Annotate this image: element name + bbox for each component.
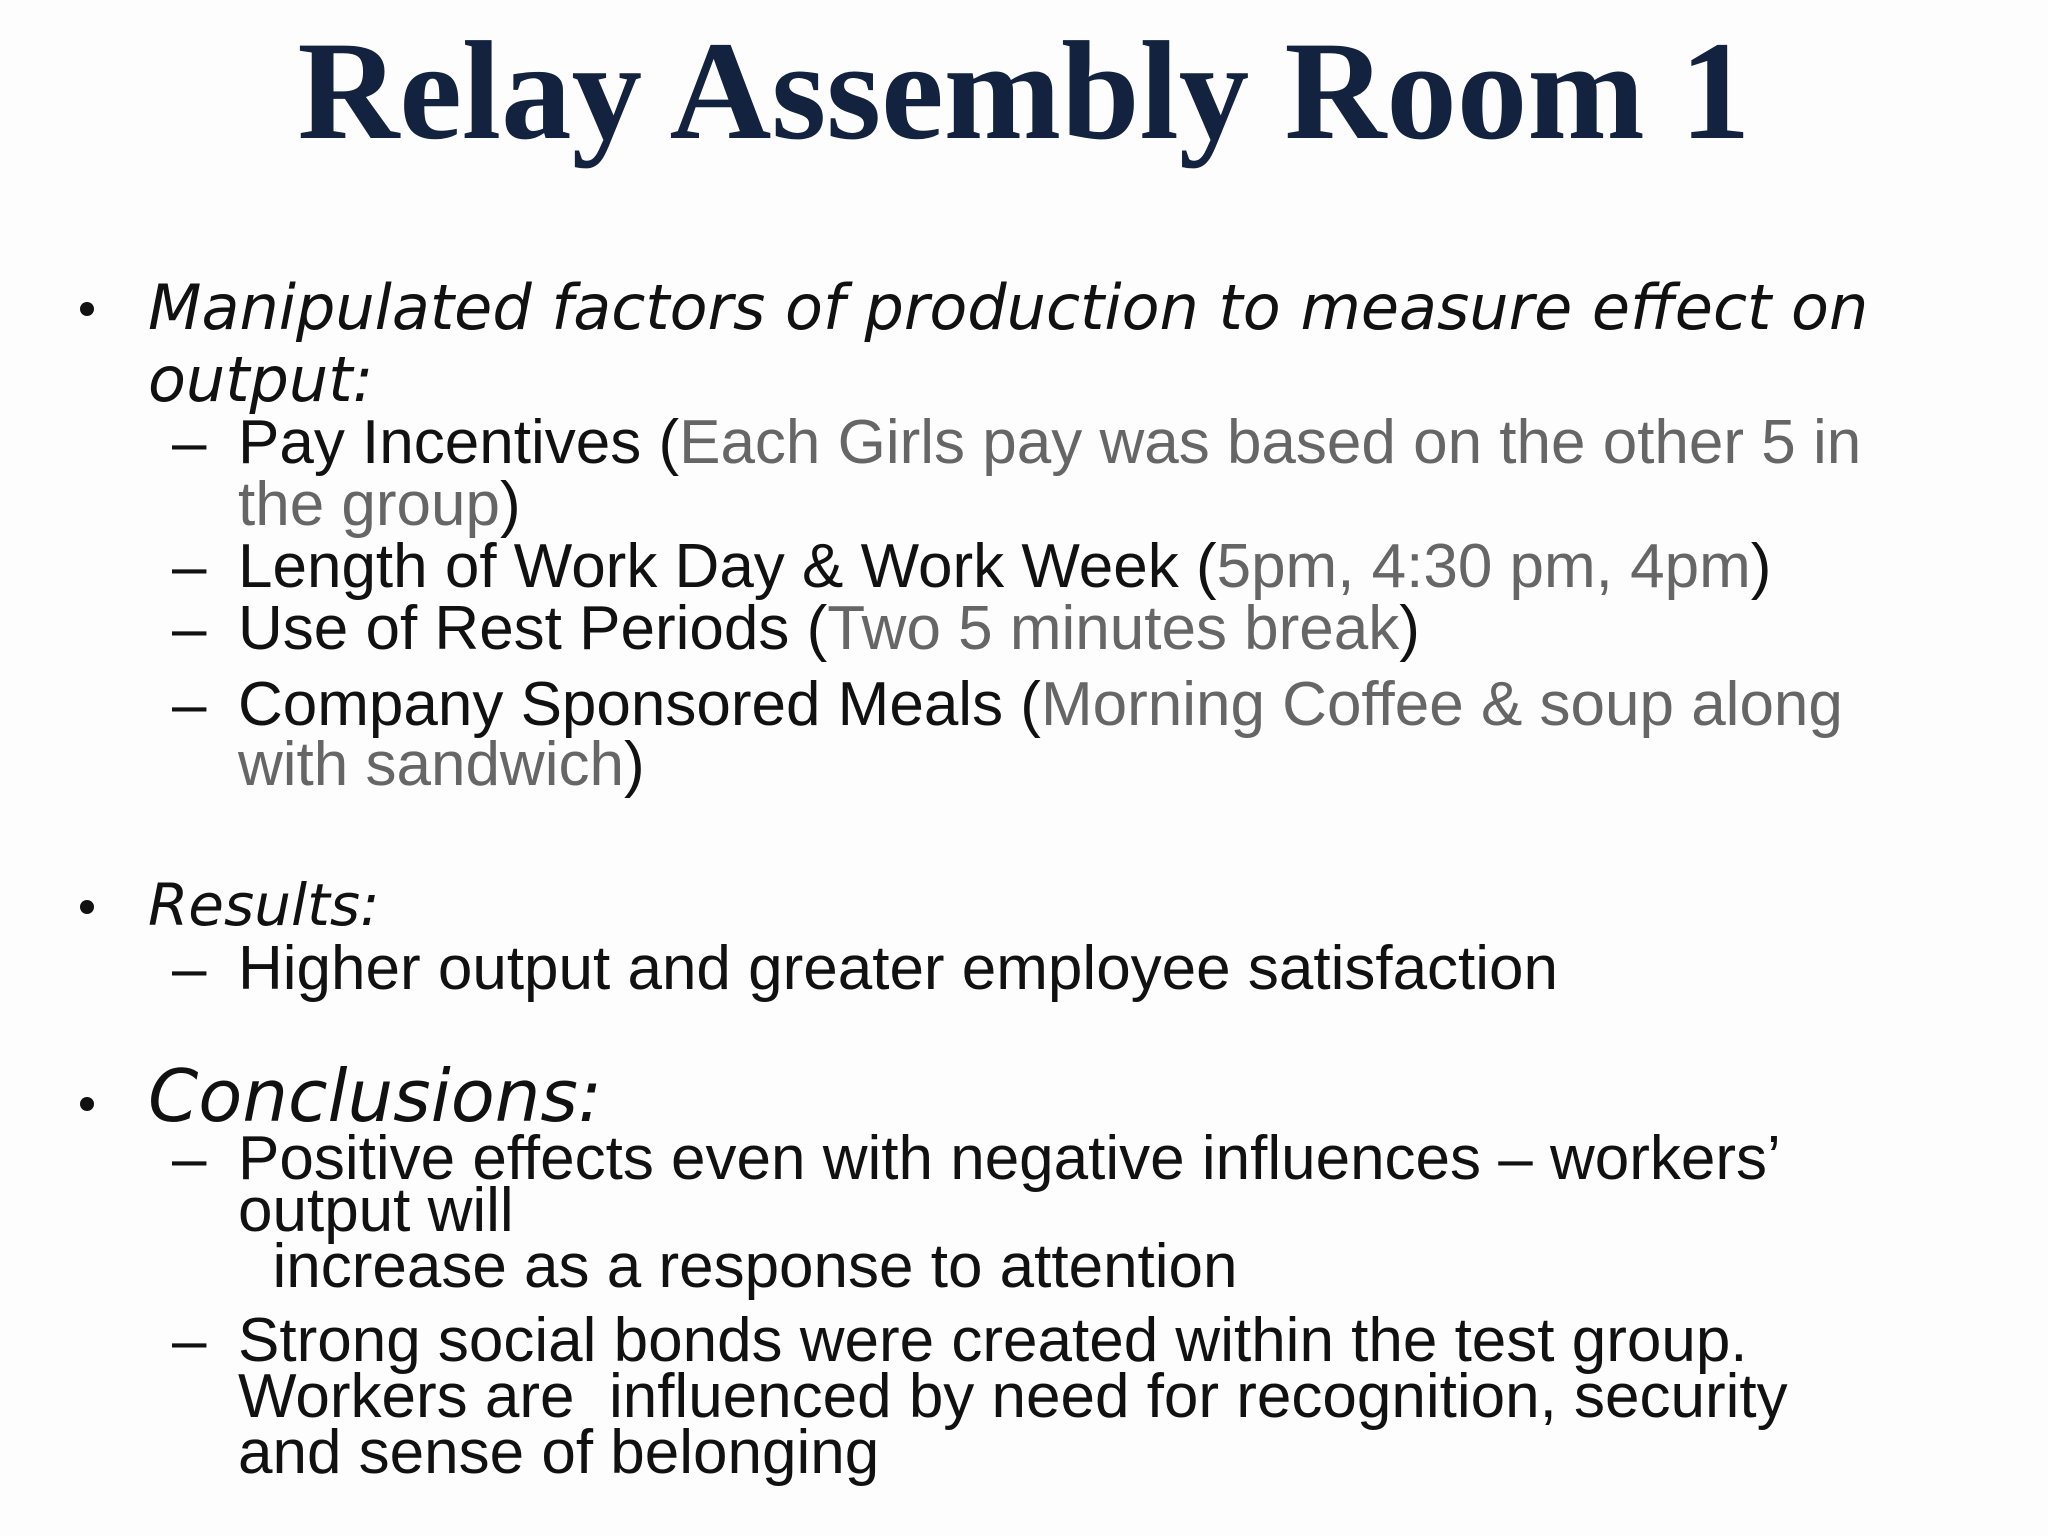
dash-icon: – [172, 594, 207, 663]
heading-line: output: [148, 343, 374, 416]
dash-icon: – [172, 1124, 207, 1193]
dash-icon: – [172, 1306, 207, 1375]
list-item-conclusion-line: increase as a response to attention [238, 1232, 1238, 1301]
list-item-conclusion-line: Strong social bonds were created within the test group. [238, 1306, 1748, 1375]
list-item-company-meals: Company Sponsored Meals (Morning Coffee & soup along [238, 670, 1843, 739]
list-item-rest-periods: Use of Rest Periods (Two 5 minutes break) [238, 594, 1420, 663]
list-item-conclusion-line: output will [238, 1176, 514, 1245]
list-item-conclusion-line: Positive effects even with negative influences – workers’ [238, 1124, 1781, 1193]
dash-icon: – [172, 408, 207, 477]
item-detail-continued: with sandwich) [238, 730, 645, 799]
item-detail: Each Girls pay was based on the other 5 in [679, 408, 1862, 477]
list-item-pay-incentives: Pay Incentives (Each Girls pay was based on the other 5 in [238, 408, 1862, 477]
bullet-heading-results: Results: [148, 871, 380, 939]
item-detail: 5pm, 4:30 pm, 4pm [1216, 532, 1751, 601]
item-detail: Two 5 minutes break [827, 594, 1400, 663]
list-item-results: Higher output and greater employee satisfaction [238, 934, 1559, 1003]
dash-icon: – [172, 670, 207, 739]
dash-icon: – [172, 934, 207, 1003]
bullet-heading-conclusions: Conclusions: [148, 1054, 603, 1138]
heading-line: Manipulated factors of production to measure effect on [148, 271, 1869, 344]
list-item-conclusion-line: and sense of belonging [238, 1418, 880, 1487]
item-detail: Morning Coffee & soup along [1040, 670, 1843, 739]
item-detail-continued: the group) [238, 470, 521, 539]
list-item-conclusion-line: Workers are influenced by need for recognition, security [238, 1362, 1788, 1431]
list-item-length-of-work-day: Length of Work Day & Work Week (5pm, 4:30 pm, 4pm) [238, 532, 1772, 601]
bullet-heading-factors [148, 272, 1868, 416]
slide-title: Relay Assembly Room 1 [297, 13, 1751, 169]
bullet-dot-icon [72, 892, 100, 920]
bullet-dot-icon [72, 1089, 100, 1117]
dash-icon: – [172, 532, 207, 601]
bullet-dot-icon [72, 294, 100, 322]
